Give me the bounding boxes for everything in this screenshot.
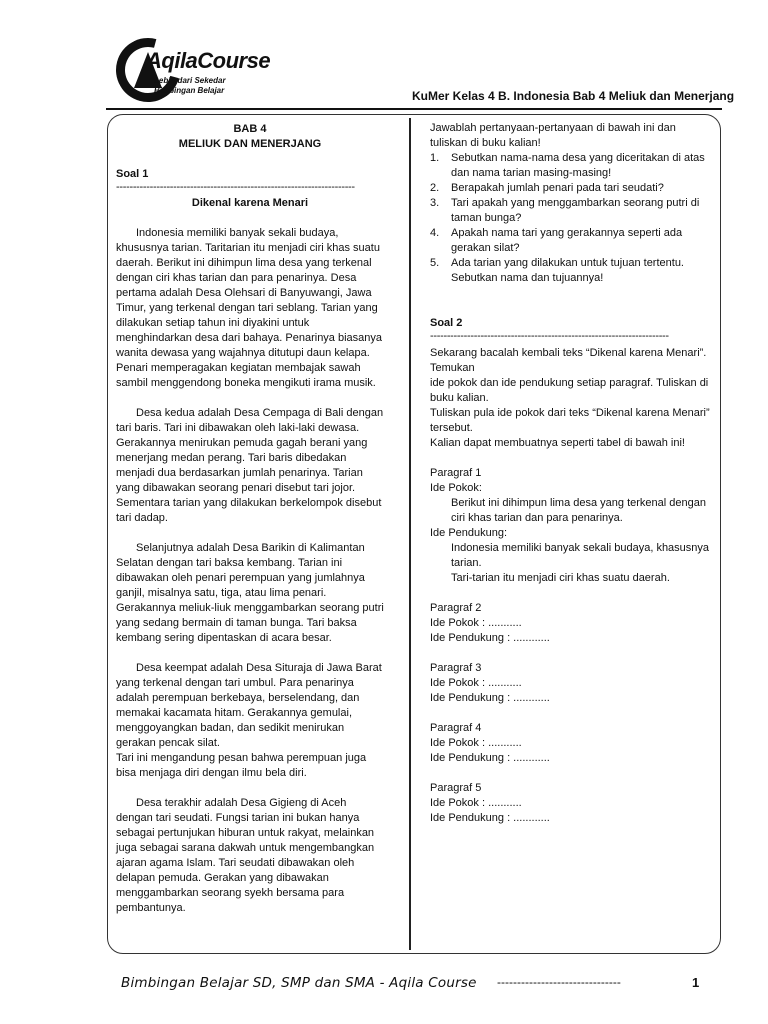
question-list — [430, 151, 712, 286]
paragraf-label: Paragraf 5 — [430, 782, 482, 794]
question-item: 5. Ada tarian yang dilakukan untuk tujuan tertentu. Sebutkan nama dan tujuannya! — [430, 257, 684, 284]
logo-tagline-2: Bimbingan Belajar — [154, 86, 225, 95]
instruction: Sekarang bacalah kembali teks “Dikenal karena Menari”. Temukan — [430, 347, 707, 374]
ide-pendukung-line: Ide Pendukung : ............ — [430, 632, 550, 644]
question-item: 2. Berapakah jumlah penari pada tari seudati? — [430, 182, 664, 194]
chapter-title: MELIUK DAN MENERJANG — [178, 138, 322, 150]
instruction: ide pokok dan ide pendukung setiap paragraf. Tuliskan di buku kalian. — [430, 377, 709, 404]
ide-pokok-line: Ide Pokok : ........... — [430, 617, 522, 629]
ide-pokok-line: Ide Pokok : ........... — [430, 677, 522, 689]
question-item: 4. Apakah nama tari yang gerakannya seperti ada gerakan silat? — [430, 227, 683, 254]
ide-pendukung-text: Tari-tarian itu menjadi ciri khas suatu daerah. — [451, 572, 670, 584]
left-column — [116, 122, 384, 916]
footer-text: Bimbingan Belajar SD, SMP dan SMA - Aqila Course — [121, 975, 477, 991]
ide-pokok-text: Berikut ini dihimpun lima desa yang terkenal dengan ciri khas tarian dan para penarinya. — [451, 497, 706, 524]
header-rule — [106, 108, 722, 110]
chapter-number: BAB 4 — [233, 123, 267, 135]
story-paragraph: Tari ini mengandung pesan bahwa perempuan juga bisa menjaga diri dengan ilmu bela diri. — [116, 752, 367, 779]
logo — [116, 38, 271, 104]
separator-line: ----------------------------------------------------------------------- — [116, 182, 355, 192]
soal-2-heading: Soal 2 — [430, 317, 463, 329]
right-column — [430, 121, 712, 826]
story-title: Dikenal karena Menari — [191, 197, 309, 209]
ide-pendukung-label: Ide Pendukung: — [430, 527, 508, 539]
story-paragraph: Desa terakhir adalah Desa Gigieng di Aceh dengan tari seudati. Fungsi tarian ini bukan hanya sebagai pertunjukan hiburan untuk rakyat, melainkan juga sebagai sarana dakwah untuk mengembangkan ajaran agama Islam. Tari seudati dibawakan oleh delapan pemuda. Gerakan yang dibawakan menggambarkan seorang syekh bersama para pembantunya. — [116, 797, 375, 914]
ide-pendukung-line: Ide Pendukung : ............ — [430, 692, 550, 704]
ide-pokok-label: Ide Pokok: — [430, 482, 482, 494]
ide-pendukung-text: Indonesia memiliki banyak sekali budaya, khasusnya tarian. — [451, 542, 710, 569]
questions-intro: Jawablah pertanyaan-pertanyaan di bawah ini dan tuliskan di buku kalian! — [430, 122, 676, 149]
logo-tagline: Lebih dari Sekedar — [154, 76, 226, 85]
story-paragraph: Desa keempat adalah Desa Situraja di Jawa Barat yang terkenal dengan tari umbul. Para penarinya adalah perempuan berkebaya, berselendang, dan memakai kacamata hitam. Gerakannya gemulai, menggoyangkan badan, dan sedikit menirukan gerakan pencak silat. — [116, 662, 382, 749]
paragraf-label: Paragraf 1 — [430, 467, 482, 479]
ide-pokok-line: Ide Pokok : ........... — [430, 797, 522, 809]
page-number: 1 — [692, 975, 700, 990]
ide-pendukung-line: Ide Pendukung : ............ — [430, 812, 550, 824]
story-paragraph: Selanjutnya adalah Desa Barikin di Kalimantan Selatan dengan tari baksa kembang. Tarian ini dibawakan oleh penari perempuan yang jumlahnya ganjil, misalnya satu, tiga, atau lima penari. Gerakannya meliuk-liuk menggambarkan seorang putri yang sedang bermain di taman bunga. Tari baksa kembang sering dipentaskan di acara besar. — [116, 542, 384, 644]
ide-pendukung-line: Ide Pendukung : ............ — [430, 752, 550, 764]
story-paragraph: Indonesia memiliki banyak sekali budaya, khususnya tarian. Taritarian itu menjadi ciri khas suatu daerah. Berikut ini dihimpun lima desa yang terkenal dengan ciri khas tarian dan para penarinya. Desa pertama adalah Desa Olehsari di Banyuwangi, Jawa Timur, yang terkenal dengan tari seblang. Tarian yang dilakukan setiap tahun ini diyakini untuk menghindarkan desa dari bahaya. Penarinya biasanya wanita dewasa yang wajahnya ditutupi daun kelapa. Penari memperagakan kegiatan membajak sawah sambil menggendong boneka mengikuti irama musik. — [116, 227, 383, 389]
soal-1-heading: Soal 1 — [116, 168, 149, 180]
column-divider — [409, 118, 411, 950]
instruction: Tuliskan pula ide pokok dari teks “Dikenal karena Menari” tersebut. — [430, 407, 710, 434]
story-paragraph: Desa kedua adalah Desa Cempaga di Bali dengan tari baris. Tari ini dibawakan oleh laki-laki dewasa. Gerakannya menirukan pemuda gagah berani yang menerjang medan perang. Tari baris dibedakan menjadi dua berdasarkan jumlah penarinya. Tarian yang dibawakan seorang penari disebut tari jojor. Sementara tarian yang dilakukan berkelompok disebut tari dadap. — [116, 407, 384, 524]
paragraf-label: Paragraf 2 — [430, 602, 482, 614]
footer-separator: ------------------------------- — [497, 975, 621, 989]
question-item: 3. Tari apakah yang menggambarkan seorang putri di taman bunga? — [430, 197, 700, 224]
header-title: KuMer Kelas 4 B. Indonesia Bab 4 Meliuk dan Menerjang — [412, 89, 735, 103]
ide-pokok-line: Ide Pokok : ........... — [430, 737, 522, 749]
paragraf-label: Paragraf 3 — [430, 662, 482, 674]
separator-line: ----------------------------------------------------------------------- — [430, 331, 669, 341]
logo-name: AqilaCourse — [146, 48, 271, 73]
question-item: 1. Sebutkan nama-nama desa yang diceritakan di atas dan nama tarian masing-masing! — [430, 152, 705, 179]
instruction: Kalian dapat membuatnya seperti tabel di bawah ini! — [430, 437, 685, 449]
paragraf-label: Paragraf 4 — [430, 722, 482, 734]
